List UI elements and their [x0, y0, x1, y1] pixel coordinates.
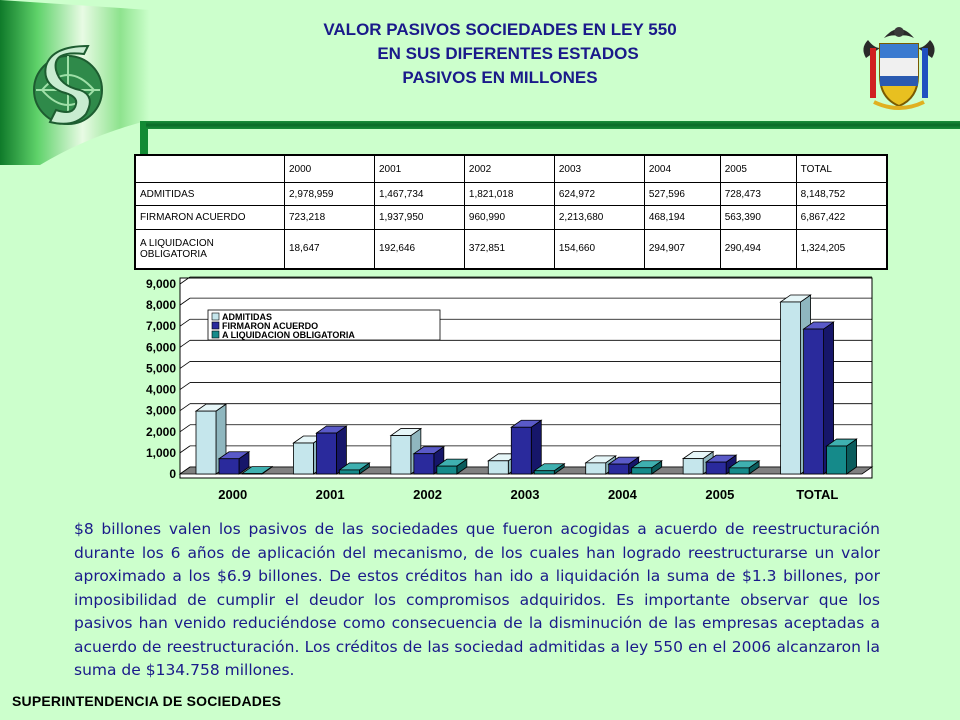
y-tick-label: 6,000 [145, 340, 176, 355]
table-row [135, 183, 887, 206]
bar [586, 463, 606, 474]
bar [242, 474, 262, 475]
legend-swatch [212, 322, 219, 329]
y-tick-label: 0 [169, 467, 176, 481]
table-cell: 18,647 [285, 229, 375, 269]
bar [781, 302, 801, 474]
bar [414, 454, 434, 474]
table-cell: 154,660 [554, 229, 644, 269]
table-header-cell: 2003 [554, 155, 644, 183]
bar [488, 461, 508, 474]
bar [534, 471, 554, 474]
bar [632, 468, 652, 474]
superintendencia-logo [22, 40, 114, 132]
x-tick-label: 2002 [413, 487, 443, 502]
bar [219, 459, 239, 474]
table-header-cell: 2000 [285, 155, 375, 183]
bar [827, 446, 847, 474]
bar [511, 427, 531, 474]
coat-of-arms-icon [860, 18, 938, 114]
table-cell: 527,596 [644, 183, 720, 206]
table-cell: 1,467,734 [374, 183, 464, 206]
table-cell: 290,494 [720, 229, 796, 269]
y-tick-label: 2,000 [145, 424, 176, 439]
table-row [135, 229, 887, 269]
title-line-3: PASIVOS EN MILLONES [402, 68, 598, 87]
table-cell: 6,867,422 [796, 206, 887, 229]
table-cell: 468,194 [644, 206, 720, 229]
title-line-1: VALOR PASIVOS SOCIEDADES EN LEY 550 [323, 20, 677, 39]
bar [683, 459, 703, 474]
bar [316, 433, 336, 474]
table-header-cell [135, 155, 285, 183]
y-tick-label: 9,000 [145, 277, 176, 291]
bar [804, 329, 824, 474]
table-cell: 624,972 [554, 183, 644, 206]
bar [437, 466, 457, 474]
x-tick-label: 2004 [607, 487, 637, 502]
x-tick-label: 2001 [315, 487, 345, 502]
table-cell: 960,990 [464, 206, 554, 229]
table-header-cell: 2001 [374, 155, 464, 183]
x-tick-label: 2000 [218, 487, 248, 502]
row-label: A LIQUIDACION OBLIGATORIA [135, 229, 285, 269]
row-label: FIRMARON ACUERDO [135, 206, 285, 229]
table-cell: 1,821,018 [464, 183, 554, 206]
bar [609, 464, 629, 474]
table-header-cell: 2005 [720, 155, 796, 183]
y-tick-label: 4,000 [145, 382, 176, 397]
summary-paragraph: $8 billones valen los pasivos de las sociedades que fueron acogidas a acuerdo de reestructuración durante los 6 años de aplicación del mecanismo, de los cuales han logrado reestructurarse un valor aproximado a los $6.9 billones. De estos créditos han ido a liquidación la suma de $1.3 billones, por imposibilidad de cumplir el deudor los compromisos adquiridos. Es importante observar que los pasivos han venido reduciéndose como consecuencia de la disminución de las empresas aceptadas a acuerdo de reestructuración. Los créditos de las sociedad admitidas a ley 550 en el 2006 alcanzaron la suma de $134.758 millones. [74, 520, 880, 679]
bar [339, 470, 359, 474]
x-tick-label: TOTAL [796, 487, 839, 502]
table-cell: 728,473 [720, 183, 796, 206]
table-cell: 1,937,950 [374, 206, 464, 229]
table-header-cell: 2002 [464, 155, 554, 183]
x-axis-ticks [218, 487, 838, 502]
table-cell: 372,851 [464, 229, 554, 269]
bar [391, 436, 411, 474]
legend-label: FIRMARON ACUERDO [222, 321, 319, 331]
table-cell: 8,148,752 [796, 183, 887, 206]
table-row [135, 206, 887, 229]
bar [729, 468, 749, 474]
bar-side [531, 420, 541, 474]
header-rule [146, 121, 960, 129]
table-cell: 2,978,959 [285, 183, 375, 206]
row-label: ADMITIDAS [135, 183, 285, 206]
table-cell: 2,213,680 [554, 206, 644, 229]
y-tick-label: 8,000 [145, 298, 176, 313]
bar [293, 443, 313, 474]
y-tick-label: 7,000 [145, 319, 176, 334]
bar [706, 462, 726, 474]
legend-swatch [212, 331, 219, 338]
bar [196, 411, 216, 474]
footer-label: SUPERINTENDENCIA DE SOCIEDADES [12, 693, 282, 709]
table-header-cell: TOTAL [796, 155, 887, 183]
table-cell: 723,218 [285, 206, 375, 229]
y-axis-ticks [146, 277, 176, 481]
table-header-row [135, 155, 887, 183]
y-tick-label: 5,000 [145, 361, 176, 376]
y-tick-label: 1,000 [145, 445, 176, 460]
liabilities-table [134, 154, 888, 270]
table-cell: 563,390 [720, 206, 796, 229]
x-tick-label: 2003 [510, 487, 540, 502]
table-cell: 294,907 [644, 229, 720, 269]
table-header-cell: 2004 [644, 155, 720, 183]
legend-label: ADMITIDAS [222, 312, 272, 322]
title-line-2: EN SUS DIFERENTES ESTADOS [377, 44, 639, 63]
legend-label: A LIQUIDACION OBLIGATORIA [222, 330, 355, 340]
x-tick-label: 2005 [705, 487, 735, 502]
table-cell: 192,646 [374, 229, 464, 269]
table-cell: 1,324,205 [796, 229, 887, 269]
page-title [180, 18, 820, 90]
legend [208, 310, 440, 340]
legend-swatch [212, 313, 219, 320]
y-tick-label: 3,000 [145, 403, 176, 418]
liabilities-bar-chart [134, 270, 894, 510]
